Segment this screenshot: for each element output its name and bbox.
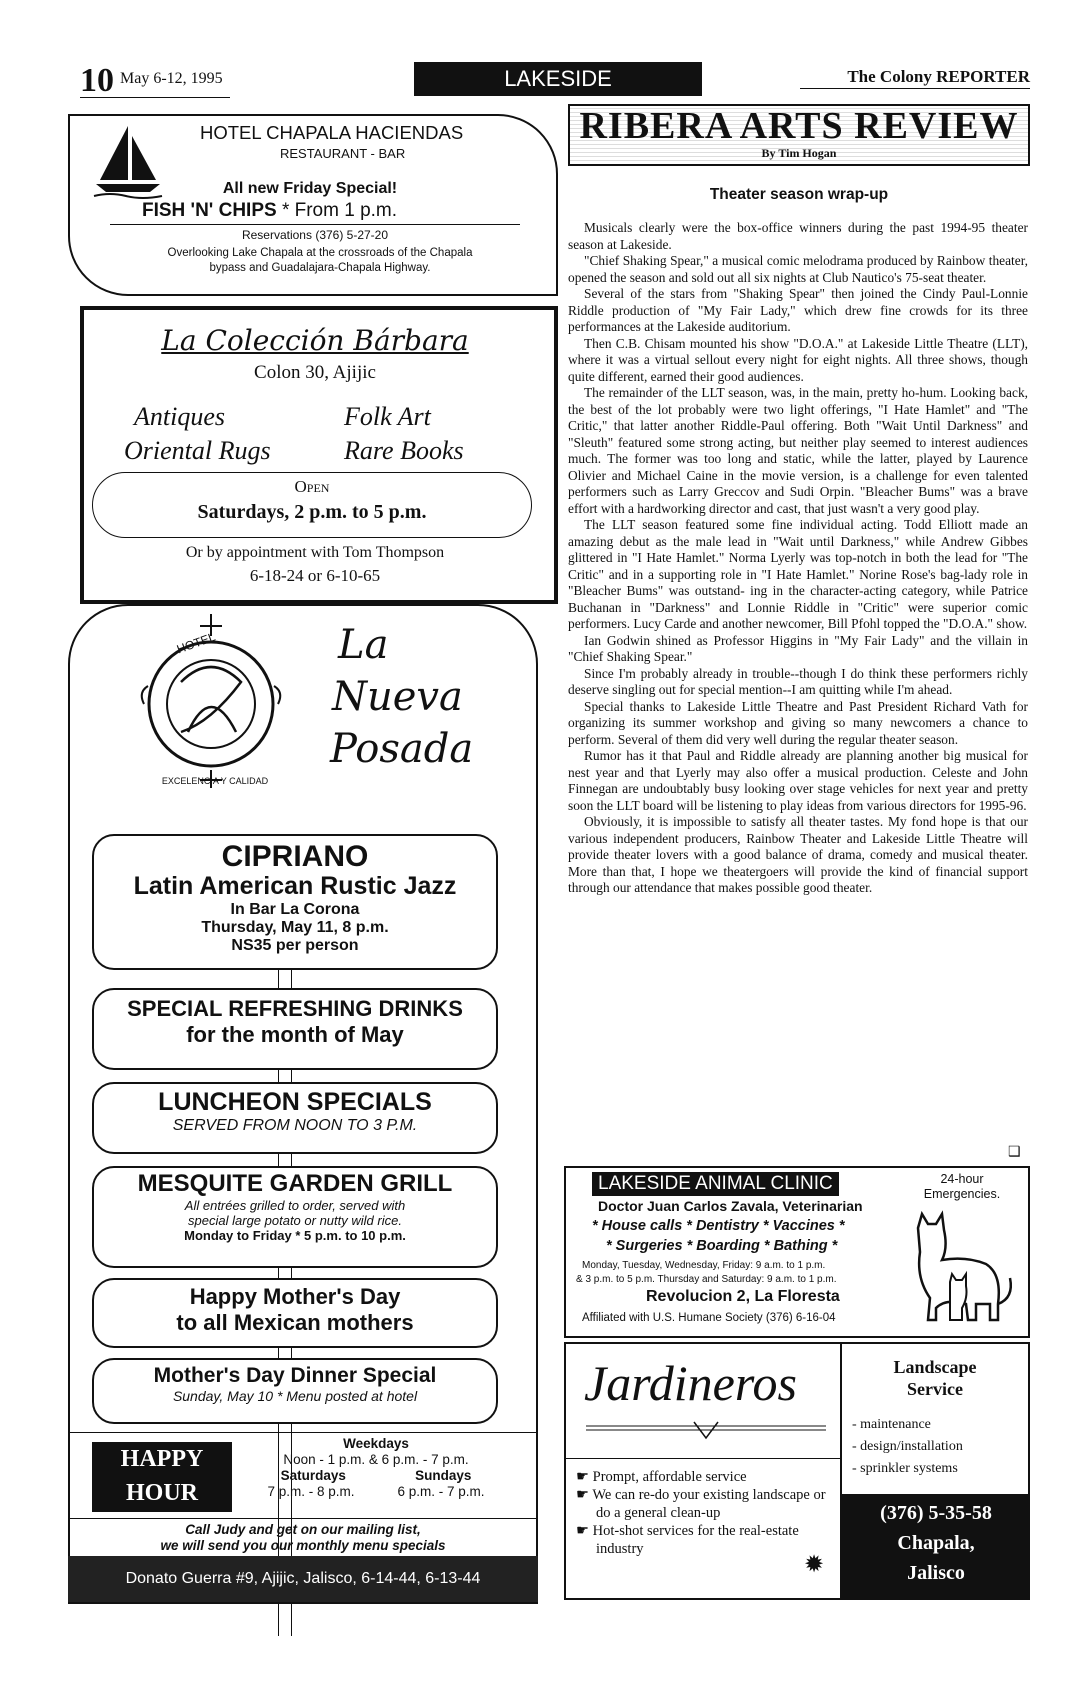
open-label: Open: [294, 477, 330, 496]
page-number: 10: [80, 62, 114, 99]
service-design: - design/installation: [852, 1439, 963, 1454]
newspaper-name: The Colony REPORTER: [847, 67, 1030, 86]
weekdays-label: Weekdays: [343, 1436, 409, 1451]
mailing-text: [70, 1522, 536, 1554]
cipriano-box: [92, 834, 498, 970]
mothers-box: [92, 1278, 498, 1348]
review-body: [568, 220, 1028, 897]
item-antiques: Antiques: [134, 402, 225, 431]
saturdays-hours: 7 p.m. - 8 p.m.: [267, 1484, 355, 1499]
clinic-services2: * Surgeries * Boarding * Bathing *: [606, 1238, 838, 1254]
landscape-services: [852, 1414, 1028, 1480]
review-paragraph: Musicals clearly were the box-office winners during the past 1994-95 theater season at Lakeside.: [568, 220, 1028, 252]
jardineros-city1: Chapala,: [897, 1532, 975, 1554]
header-rule-right: [800, 88, 1030, 89]
jardineros-phone: (376) 5-35-58: [880, 1502, 992, 1524]
mothers-line2: to all Mexican mothers: [176, 1310, 414, 1335]
coleccion-address: Colon 30, Ajijic: [254, 362, 376, 383]
drinks-line2: for the month of May: [186, 1022, 404, 1047]
mailing-line1: Call Judy and get on our mailing list,: [185, 1522, 421, 1537]
coleccion-barbara-ad: [80, 306, 558, 604]
mailing-rule: [70, 1518, 536, 1519]
review-banner: RIBERA ARTS REVIEW: [579, 105, 1019, 147]
review-paragraph: Several of the stars from "Shaking Spear" then joined the Cindy Paul-Lonnie Riddle production of "My Fair Lady," which drew fine crowds for its three performances at the Lakeside auditorium.: [568, 286, 1028, 334]
sundays-label: Sundays: [415, 1468, 472, 1483]
review-paragraph: "Chief Shaking Spear," a musical comic melodrama produced by Rainbow theater, opened the season and sold out all six nights at Club Nautico's 75-seat theater.: [568, 253, 1028, 285]
review-end-mark: ❑: [1008, 1145, 1021, 1160]
posada-address-bar: Donato Guerra #9, Ajijic, Jalisco, 6-14-44, 6-13-44: [68, 1556, 538, 1602]
hour-label: HOUR: [126, 1480, 198, 1506]
cipriano-name: CIPRIANO: [221, 840, 369, 873]
special-line: All new Friday Special!: [222, 180, 398, 197]
happy-hour-rule: [70, 1432, 536, 1433]
mesquite-hours: Monday to Friday * 5 p.m. to 10 p.m.: [184, 1228, 406, 1243]
hotel-name: HOTEL CHAPALA HACIENDAS: [200, 122, 464, 143]
hotel-chapala-ad: [68, 114, 558, 296]
mesquite-title: MESQUITE GARDEN GRILL: [137, 1170, 453, 1197]
fish-special: [142, 200, 542, 222]
landscape-title2: Service: [907, 1379, 963, 1399]
clinic-services1: * House calls * Dentistry * Vaccines *: [592, 1218, 845, 1234]
dinner-line1: Mother's Day Dinner Special: [153, 1364, 437, 1387]
bullet-prompt: ☛ Prompt, affordable service: [576, 1469, 747, 1485]
hotel-subtitle: RESTAURANT - BAR: [280, 146, 406, 161]
bullet-redo: ☛ We can re-do your existing landscape or do a general clean-up: [576, 1487, 826, 1521]
item-oriental-rugs: Oriental Rugs: [124, 436, 271, 465]
weekdays-hours: Noon - 1 p.m. & 6 p.m. - 7 p.m.: [283, 1452, 469, 1467]
item-folk-art: Folk Art: [344, 402, 431, 431]
jardineros-ad: [564, 1342, 1030, 1600]
clinic-address: Revolucion 2, La Floresta: [646, 1288, 840, 1305]
sundays-hours: 6 p.m. - 7 p.m.: [397, 1484, 485, 1499]
posada-nueva: Nueva: [332, 674, 463, 720]
jardineros-contact: [842, 1494, 1030, 1598]
landscape-title: [844, 1356, 1026, 1400]
happy-label: HAPPY: [120, 1446, 204, 1472]
jardineros-bullets: [576, 1468, 838, 1558]
clinic-hours2: & 3 p.m. to 5 p.m. Thursday and Saturday: 9 a.m. to 1 p.m.: [576, 1274, 837, 1285]
hotel-divider: [110, 224, 520, 225]
review-byline: By Tim Hogan: [761, 146, 837, 160]
nueva-posada-ad: [68, 604, 538, 1604]
header-rule: [80, 97, 230, 98]
mesquite-desc1: All entrées grilled to order, served with: [184, 1198, 406, 1213]
service-sprinkler: - sprinkler systems: [852, 1461, 958, 1476]
review-paragraph: Since I'm probably already in trouble--though I do think these performers richly deserve singling out for special mention--I am quitting while I'm ahead.: [568, 665, 1028, 697]
section-banner: LAKESIDE: [414, 62, 702, 96]
clinic-affiliation: Affiliated with U.S. Humane Society (376) 6-16-04: [582, 1312, 836, 1324]
cipriano-date: Thursday, May 11, 8 p.m.: [201, 919, 389, 936]
dinner-line2: Sunday, May 10 * Menu posted at hotel: [172, 1388, 418, 1404]
service-maintenance: - maintenance: [852, 1417, 931, 1432]
clinic-hours1: Monday, Tuesday, Wednesday, Friday: 9 a.m. to 1 p.m.: [582, 1260, 826, 1271]
drinks-box: [92, 988, 498, 1070]
fish-special-item: FISH 'N' CHIPS: [142, 200, 277, 221]
coleccion-name: La Colección Bárbara: [161, 324, 469, 357]
review-paragraph: The LLT season featured some fine individual acting. Todd Elliott made an amazing debut as the male lead in "Wait until Darkness," while Andrew Gibbes glittered in "I Hate Hamlet." Norma Lyerly was top-notch in both the lead for "The Critic" and in a supporting role in "I Hate Hamlet." Norine Rose's bag-lady role in "Bleacher Bums" was outstand- ing in the character-acting category, while Patrice Buchanan in "Darkness" and Lonnie Riddle in "Critic" were superior comic performers. Lucy Carde and another newcomer, Bill Pfohl topped the "D.O.A." show.: [568, 517, 1028, 631]
landscape-title1: Landscape: [893, 1357, 977, 1377]
clinic-name: LAKESIDE ANIMAL CLINIC: [592, 1172, 839, 1196]
appointment-line: Or by appointment with Tom Thompson: [185, 544, 445, 561]
logo-hotel-text: HOTEL: [174, 629, 218, 657]
luncheon-box: [92, 1082, 498, 1154]
mailing-line2: we will send you our monthly menu specials: [160, 1538, 446, 1553]
sun-icon: ✹: [804, 1552, 825, 1578]
fish-special-time: * From 1 p.m.: [281, 200, 398, 221]
saturdays-label: Saturdays: [280, 1468, 346, 1483]
happy-hour-label: [92, 1442, 232, 1512]
review-paragraph: Ian Godwin shined as Professor Higgins in "My Fair Lady" and the villain in "Chief Shaking Spear.": [568, 632, 1028, 664]
cats-icon: [906, 1208, 1016, 1328]
review-banner-box: [568, 104, 1030, 166]
review-headline: Theater season wrap-up: [709, 186, 889, 203]
jardineros-name: Jardineros: [584, 1355, 797, 1411]
happy-hour-schedule: [246, 1436, 506, 1500]
hours-oval: [92, 472, 532, 538]
animal-clinic-ad: [564, 1166, 1030, 1338]
bullet-hotshot: ☛ Hot-shot services for the real-estate industry: [576, 1523, 799, 1557]
posada-posada: Posada: [330, 726, 474, 772]
mesquite-desc2: special large potato or nutty wild rice.: [188, 1213, 402, 1228]
jardineros-divider: [566, 1458, 842, 1459]
issue-date: May 6-12, 1995: [120, 70, 223, 87]
cipriano-venue: In Bar La Corona: [230, 901, 360, 918]
item-rare-books: Rare Books: [344, 436, 464, 465]
review-paragraph: The remainder of the LLT season, was, in the main, pretty ho-hum. Looking back, the best of the lot probably were two light offerings, "I Hate Hamlet" and "The Critic," that latter another Riddle-Paul offering. Both "Wait Until Darkness" and "Sleuth" featured some strong acting, but neither play seemed to interest audiences much. The former was too long and static, while the latter, played by Laurence Olivier and Michael Caine in the movie version, is a challenge for even talented performers such as Larry Greccov and Sudi Orpin. "Bleacher Bums" was a brave effort with a hardworking director and cast, that just wasn't a very good play.: [568, 385, 1028, 516]
luncheon-line2: SERVED FROM NOON TO 3 P.M.: [172, 1117, 418, 1134]
review-paragraph: Rumor has it that Paul and Riddle already are planning another big musical for nest year and that Lyerly may also offer a musical production. Celeste and John Finnegan are undoubtably busy looking over stage vehicles for next year and pretty soon the LLT board will be listening to play ideas from various directors for 1995-96.: [568, 748, 1028, 813]
review-paragraph: Obviously, it is impossible to satisfy all theater tastes. My fond hope is that our various independent producers, Rainbow Theater and Lakeside Little Theatre will provide theater lovers with a good balance of drama, comedy and musical theater. More than that, I hope we theatergoers will provide the kind of financial support through our attendance that makes possible good theater.: [568, 814, 1028, 895]
cipriano-price: NS35 per person: [231, 937, 359, 954]
coleccion-phones: 6-18-24 or 6-10-65: [249, 566, 381, 585]
hotel-location: Overlooking Lake Chapala at the crossroads of the Chapala bypass and Guadalajara-Chapala Highway.: [167, 247, 473, 274]
review-paragraph: Special thanks to Lakeside Little Theatre and Past President Richard Vath for organizing its summer workshop and giving so many newcomers a chance to perform. Several of them did very well during the regular theater season.: [568, 698, 1028, 747]
mesquite-box: [92, 1166, 498, 1268]
cipriano-genre: Latin American Rustic Jazz: [133, 872, 457, 900]
review-paragraph: Then C.B. Chisam mounted his show "D.O.A." at Lakeside Little Theatre (LLT), where it was a virtual sellout every night for eight nights. All three shows, though quite different, earned their good audiences.: [568, 335, 1028, 384]
drinks-line1: SPECIAL REFRESHING DRINKS: [127, 996, 463, 1021]
luncheon-line1: LUNCHEON SPECIALS: [158, 1088, 432, 1116]
jardineros-rule-ornament: [586, 1420, 826, 1440]
jardineros-city2: Jalisco: [907, 1562, 965, 1584]
logo-motto: EXCELENCIA Y CALIDAD: [161, 776, 269, 786]
posada-la: La: [338, 622, 389, 668]
clinic-emergency: 24-hour Emergencies.: [923, 1172, 1001, 1201]
hotel-reservations: Reservations (376) 5-27-20: [241, 228, 389, 242]
mothers-line1: Happy Mother's Day: [189, 1284, 401, 1309]
dinner-box: [92, 1358, 498, 1424]
open-hours: Saturdays, 2 p.m. to 5 p.m.: [197, 501, 427, 523]
clinic-doctor: Doctor Juan Carlos Zavala, Veterinarian: [598, 1198, 863, 1214]
